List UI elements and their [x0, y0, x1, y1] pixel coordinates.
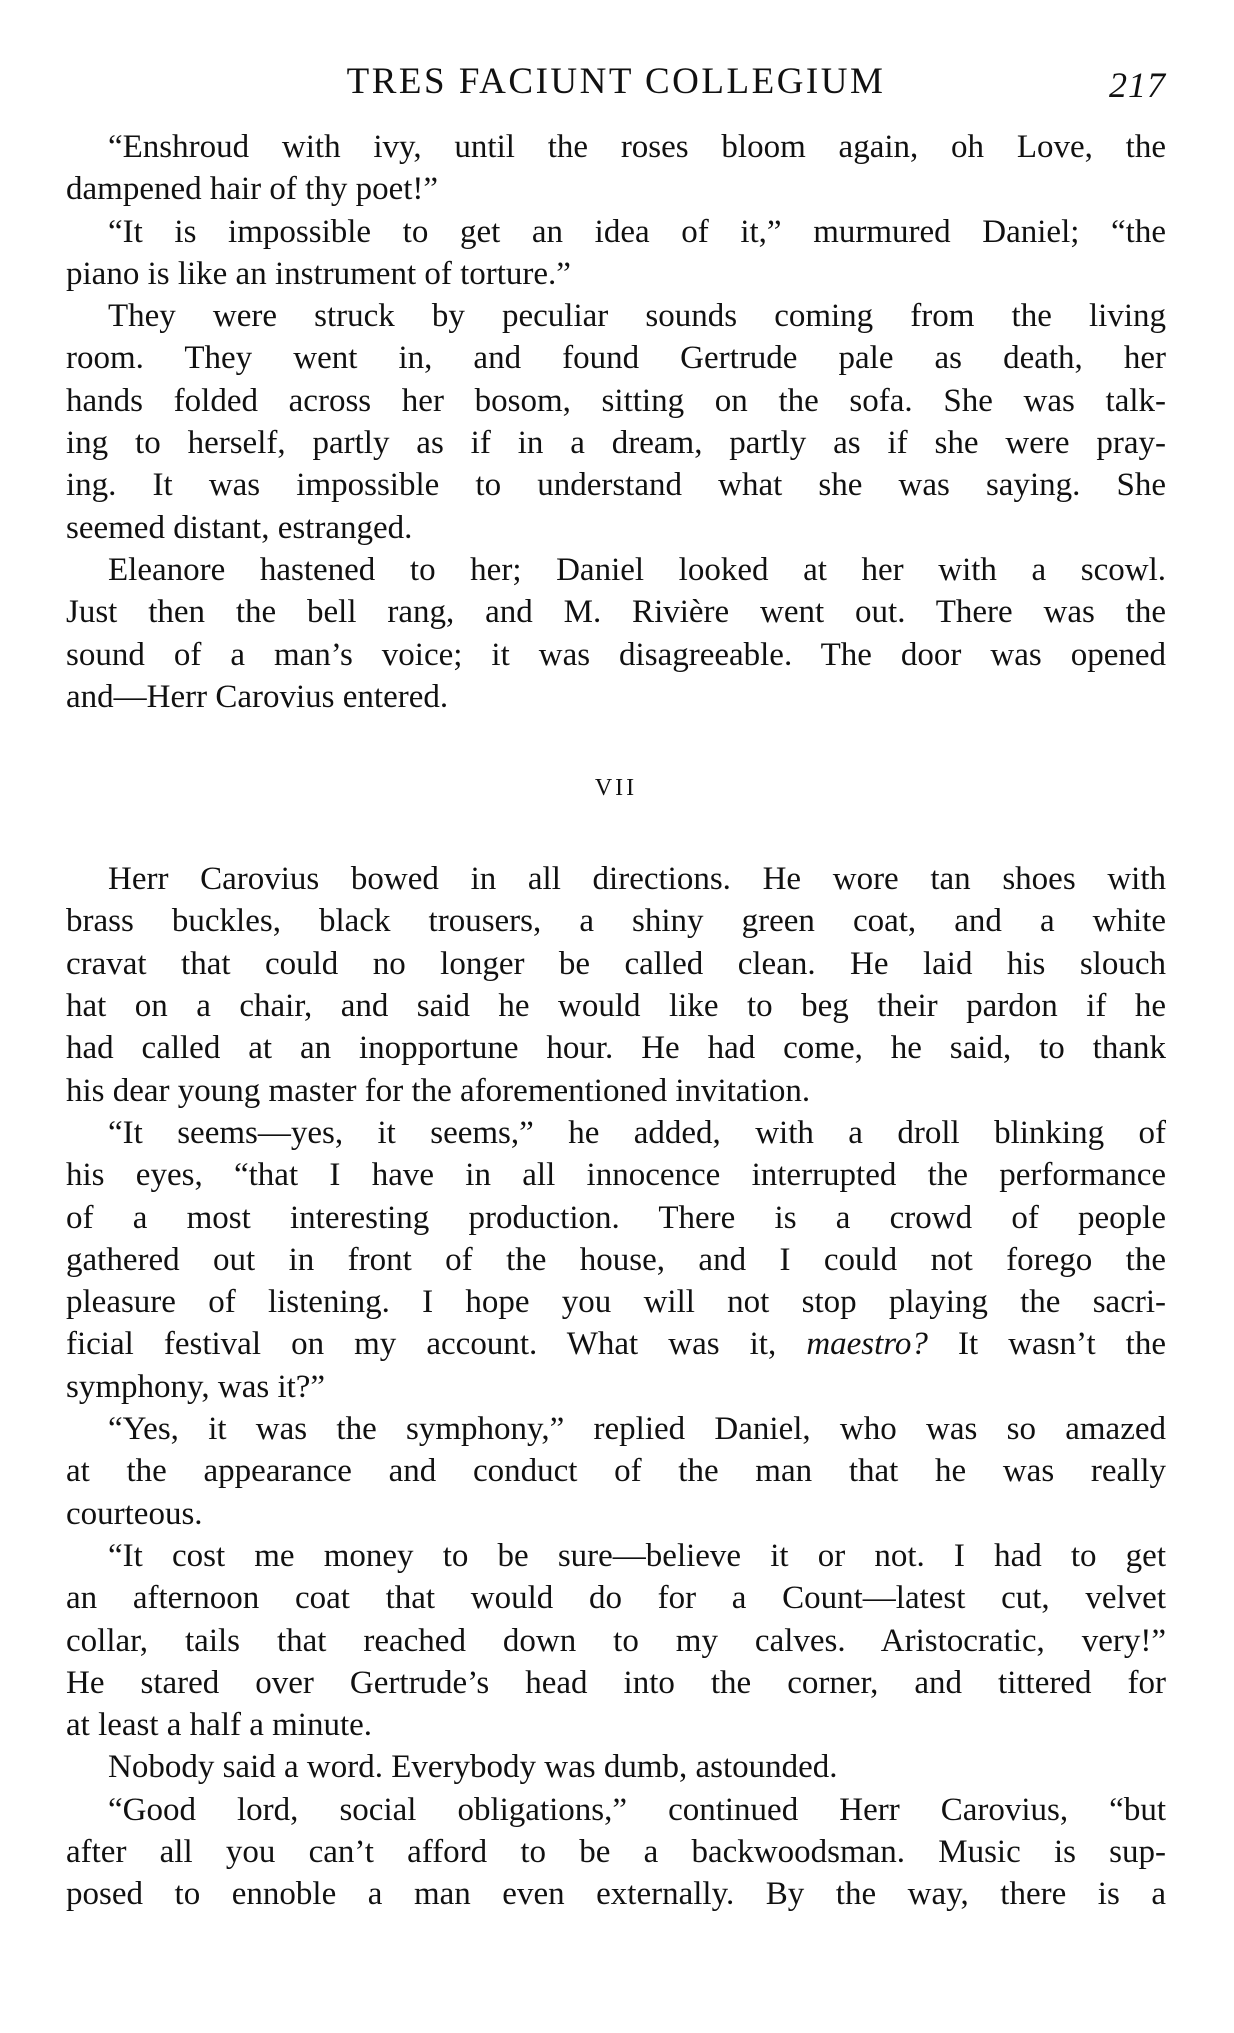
- text-line: courteous.: [66, 1495, 203, 1532]
- section-break-spacer: [66, 803, 1166, 858]
- text-line: Eleanore hastened to her; Daniel looked at her with a scowl.: [108, 551, 1166, 588]
- text-line: He stared over Gertrude’s head into the corner, and tittered for: [66, 1664, 1166, 1701]
- paragraph-1: [66, 126, 1166, 211]
- text-line: his eyes, “that I have in all innocence interrupted the performance: [66, 1157, 1166, 1194]
- section-break-spacer: [66, 718, 1166, 773]
- text-segment: It wasn’t the: [958, 1326, 1166, 1363]
- running-head: [66, 50, 1166, 116]
- text-line: pleasure of listening. I hope you will not stop playing the sacri-: [66, 1284, 1166, 1321]
- text-line: piano is like an instrument of torture.”: [66, 255, 571, 292]
- text-line: “Enshroud with ivy, until the roses bloom again, oh Love, the: [108, 129, 1166, 165]
- text-line: symphony, was it?”: [66, 1368, 326, 1405]
- text-line: seemed distant, estranged.: [66, 509, 413, 546]
- paragraph-2: [66, 211, 1166, 296]
- paragraph-4: [66, 549, 1166, 718]
- paragraph-5: [66, 858, 1166, 1112]
- text-line: after all you can’t afford to be a backwoodsman. Music is sup-: [66, 1833, 1166, 1870]
- text-line: an afternoon coat that would do for a Count—latest cut, velvet: [66, 1580, 1166, 1617]
- text-line-with-italic: [66, 1323, 1166, 1365]
- text-line: hat on a chair, and said he would like to beg their pardon if he: [66, 988, 1166, 1025]
- text-line: room. They went in, and found Gertrude pale as death, her: [66, 340, 1166, 377]
- text-line: and—Herr Carovius entered.: [66, 678, 449, 715]
- page-number: 217: [1109, 65, 1166, 105]
- text-line: of a most interesting production. There is a crowd of people: [66, 1199, 1166, 1236]
- paragraph-10: [66, 1789, 1166, 1916]
- text-line: sound of a man’s voice; it was disagreeable. The door was opened: [66, 636, 1166, 673]
- paragraph-6: [66, 1112, 1166, 1408]
- text-line: brass buckles, black trousers, a shiny green coat, and a white: [66, 903, 1166, 940]
- text-line: hands folded across her bosom, sitting on the sofa. She was talk-: [66, 382, 1166, 419]
- text-segment: ficial festival on my account. What was it,: [66, 1326, 777, 1363]
- paragraph-7: [66, 1408, 1166, 1535]
- text-line: cravat that could no longer be called clean. He laid his slouch: [66, 945, 1166, 982]
- text-line: his dear young master for the aforementioned invitation.: [66, 1072, 811, 1109]
- paragraph-8: [66, 1535, 1166, 1746]
- text-line: “It is impossible to get an idea of it,” murmured Daniel; “the: [108, 213, 1166, 250]
- text-line: had called at an inopportune hour. He had come, he said, to thank: [66, 1030, 1166, 1067]
- running-title: TRES FACIUNT COLLEGIUM: [346, 61, 886, 102]
- italic-word: maestro?: [806, 1326, 928, 1363]
- text-line: at the appearance and conduct of the man that he was really: [66, 1453, 1166, 1490]
- text-line: “It cost me money to be sure—believe it or not. I had to get: [108, 1537, 1166, 1574]
- section-numeral: VII: [594, 775, 638, 802]
- paragraph-3: [66, 295, 1166, 549]
- paragraph-9: [66, 1746, 1166, 1788]
- text-line: Nobody said a word. Everybody was dumb, astounded.: [108, 1749, 838, 1786]
- text-line: dampened hair of thy poet!”: [66, 171, 439, 208]
- book-page: [66, 50, 1166, 1916]
- text-line: “It seems—yes, it seems,” he added, with a droll blinking of: [108, 1114, 1166, 1151]
- text-line: Just then the bell rang, and M. Rivière went out. There was the: [66, 594, 1166, 631]
- text-line: “Good lord, social obligations,” continued Herr Carovius, “but: [108, 1791, 1166, 1828]
- text-line: posed to ennoble a man even externally. By the way, there is a: [66, 1876, 1166, 1913]
- text-line: “Yes, it was the symphony,” replied Daniel, who was so amazed: [108, 1411, 1166, 1448]
- text-line: ing. It was impossible to understand what she was saying. She: [66, 467, 1166, 504]
- text-line: They were struck by peculiar sounds coming from the living: [108, 298, 1166, 335]
- text-line: Herr Carovius bowed in all directions. He wore tan shoes with: [108, 861, 1166, 898]
- text-line: gathered out in front of the house, and I could not forego the: [66, 1241, 1166, 1278]
- text-line: at least a half a minute.: [66, 1707, 373, 1744]
- text-line: collar, tails that reached down to my calves. Aristocratic, very!”: [66, 1622, 1166, 1659]
- text-line: ing to herself, partly as if in a dream, partly as if she were pray-: [66, 425, 1166, 462]
